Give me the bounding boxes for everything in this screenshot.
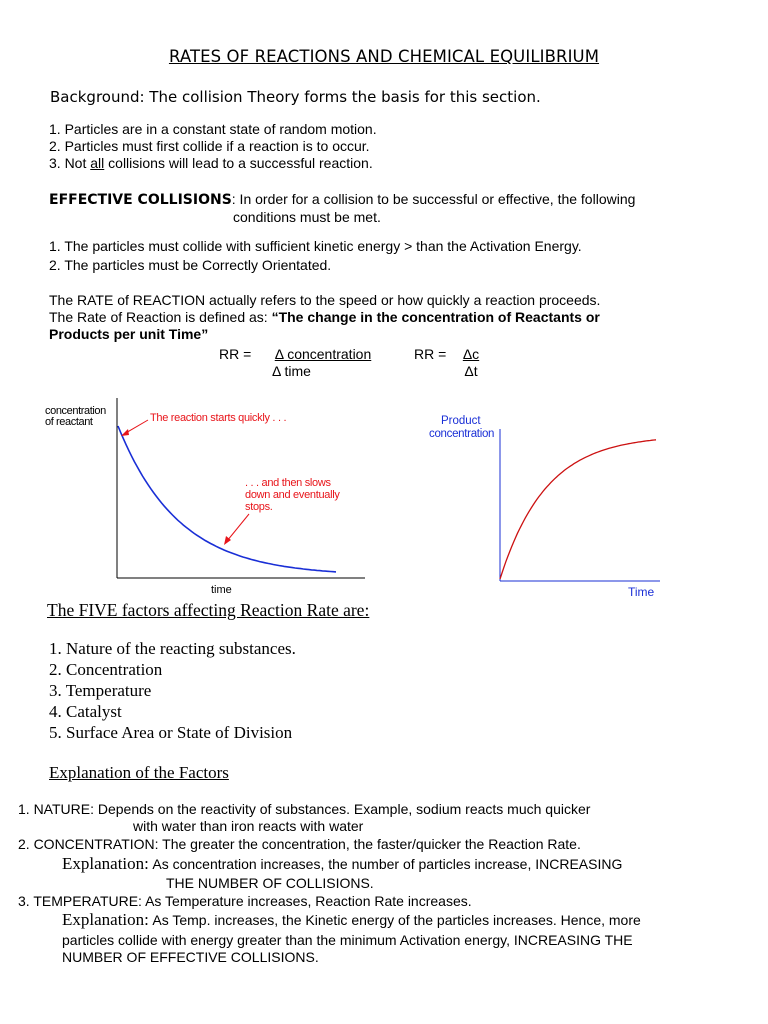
temperature-expl-text: As Temp. increases, the Kinetic energy of the particles increases. Hence, more bbox=[152, 912, 641, 928]
concentration-expl-label: Explanation: bbox=[62, 854, 149, 873]
rate-line2-prefix: The Rate of Reaction is defined as: bbox=[49, 309, 272, 325]
annotation2-line3: stops. bbox=[245, 501, 273, 513]
concentration-expl-line2: THE NUMBER OF COLLISIONS. bbox=[166, 875, 374, 891]
effective-text-line2: conditions must be met. bbox=[233, 209, 381, 225]
formula2-denominator: Δt bbox=[464, 363, 478, 379]
conditions-list bbox=[49, 238, 582, 274]
growth-curve bbox=[500, 440, 656, 579]
left-graph-ylabel-line2: of reactant bbox=[45, 416, 93, 428]
background-statement: Background: The collision Theory forms the basis for this section. bbox=[50, 88, 541, 106]
factor-item: 1. Nature of the reacting substances. bbox=[49, 639, 296, 658]
formula1-fraction bbox=[267, 346, 379, 380]
annotation2-line2: down and eventually bbox=[245, 489, 340, 501]
theory-point bbox=[49, 155, 377, 172]
right-graph-ylabel-line2: concentration bbox=[429, 428, 495, 440]
factor-item: 5. Surface Area or State of Division bbox=[49, 723, 293, 742]
factor-item: 3. Temperature bbox=[49, 681, 152, 700]
theory-point: 2. Particles must first collide if a reaction is to occur. bbox=[49, 138, 370, 154]
condition-item: 1. The particles must collide with sufficient kinetic energy > than the Activation Energy. bbox=[49, 238, 582, 254]
theory-point3-prefix: 3. Not bbox=[49, 155, 91, 171]
temperature-expl-continuation bbox=[62, 932, 633, 966]
reactant-concentration-graph bbox=[0, 390, 380, 602]
effective-collisions bbox=[49, 191, 635, 208]
concentration-line: 2. CONCENTRATION: The greater the concentration, the faster/quicker the Reaction Rate. bbox=[18, 836, 581, 852]
temperature-expl-line3: NUMBER OF EFFECTIVE COLLISIONS. bbox=[62, 949, 319, 965]
factor-item: 2. Concentration bbox=[49, 660, 163, 679]
factor-item: 4. Catalyst bbox=[49, 702, 122, 721]
formula1-numerator: Δ concentration bbox=[274, 346, 372, 362]
formula1-lhs: RR = bbox=[219, 346, 252, 362]
right-graph-xlabel: Time bbox=[628, 585, 655, 599]
nature-line2: with water than iron reacts with water bbox=[133, 818, 364, 834]
annotation1: The reaction starts quickly . . . bbox=[150, 412, 287, 424]
explanation-heading: Explanation of the Factors bbox=[49, 763, 229, 782]
rate-line3: Products per unit Time” bbox=[49, 326, 209, 342]
formula2-lhs: RR = bbox=[414, 346, 447, 362]
temperature-expl-label: Explanation: bbox=[62, 910, 149, 929]
concentration-expl-text: As concentration increases, the number of particles increase, INCREASING bbox=[152, 856, 623, 872]
condition-item: 2. The particles must be Correctly Orientated. bbox=[49, 257, 332, 273]
theory-point3-suffix: collisions will lead to a successful reaction. bbox=[104, 155, 373, 171]
rate-line2-bold: “The change in the concentration of Reactants or bbox=[271, 309, 600, 325]
annotation1-arrowhead bbox=[121, 429, 129, 436]
temperature-line: 3. TEMPERATURE: As Temperature increases, Reaction Rate increases. bbox=[18, 893, 472, 909]
left-graph-xlabel: time bbox=[211, 584, 232, 596]
factors-heading: The FIVE factors affecting Reaction Rate are: bbox=[47, 600, 370, 620]
formula2-numerator: Δc bbox=[462, 346, 480, 362]
rate-definition bbox=[49, 292, 600, 343]
concentration-explanation bbox=[62, 854, 622, 874]
theory-point3-emphasis: all bbox=[90, 155, 105, 171]
right-graph-ylabel-line1: Product bbox=[441, 415, 481, 427]
annotation2-line1: . . . and then slows bbox=[245, 477, 331, 489]
factors-list bbox=[49, 638, 296, 743]
temperature-explanation bbox=[62, 910, 641, 930]
rate-line2 bbox=[49, 309, 600, 326]
product-concentration-graph bbox=[420, 405, 680, 605]
rate-line1: The RATE of REACTION actually refers to the speed or how quickly a reaction proceeds. bbox=[49, 292, 601, 308]
formula2-fraction bbox=[460, 346, 482, 380]
effective-heading: EFFECTIVE COLLISIONS bbox=[49, 192, 232, 208]
temperature-expl-line2: particles collide with energy greater than the minimum Activation energy, INCREASING THE bbox=[62, 932, 633, 948]
formula1-denominator: Δ time bbox=[272, 363, 311, 379]
annotation2-arrow bbox=[227, 514, 249, 541]
nature-explanation bbox=[18, 801, 590, 835]
theory-point: 1. Particles are in a constant state of random motion. bbox=[49, 121, 377, 137]
effective-text: : In order for a collision to be successful or effective, the following bbox=[231, 191, 636, 207]
nature-line1: 1. NATURE: Depends on the reactivity of substances. Example, sodium reacts much quicker bbox=[18, 801, 591, 817]
left-graph-ylabel-line1: concentration bbox=[45, 405, 106, 417]
theory-list bbox=[49, 121, 377, 172]
page-title: RATES OF REACTIONS AND CHEMICAL EQUILIBRIUM bbox=[168, 47, 600, 66]
